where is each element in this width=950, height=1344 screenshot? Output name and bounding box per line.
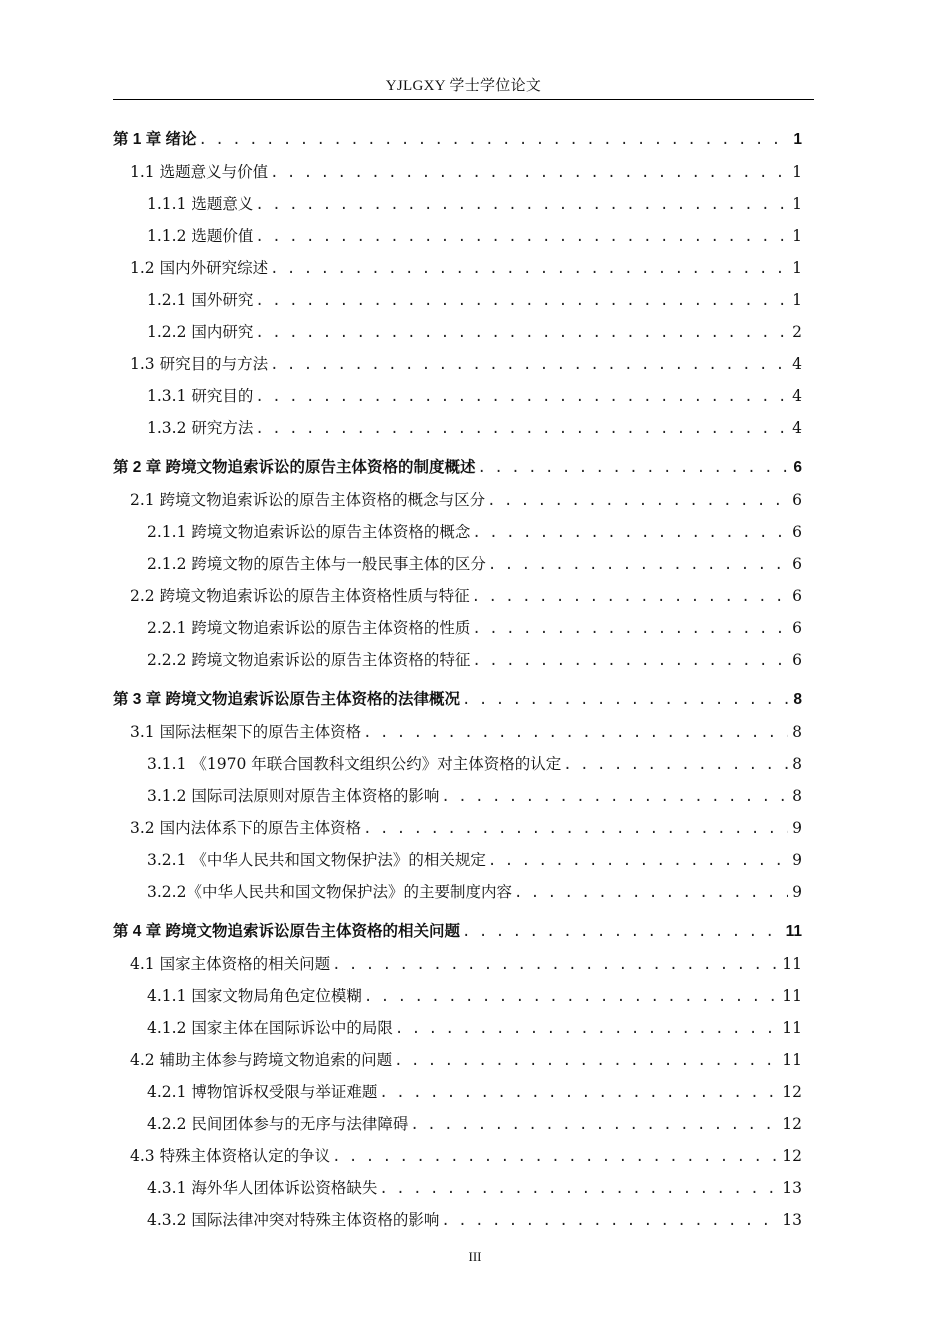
- dot-leader: [441, 781, 788, 813]
- toc-entry-title: 3.2.1 《中华人民共和国文物保护法》的相关规定: [147, 851, 486, 869]
- toc-entry-title: 4.1.1 国家文物局角色定位模糊: [147, 987, 362, 1005]
- toc-entry-page: 8: [793, 691, 802, 708]
- dot-leader: [255, 317, 788, 349]
- dot-leader: [255, 413, 788, 445]
- toc-entry-title: 2.2 跨境文物追索诉讼的原告主体资格性质与特征: [130, 587, 470, 605]
- toc-entry-title: 4.1 国家主体资格的相关问题: [130, 955, 331, 973]
- toc-entry-title: 1.2.2 国内研究: [147, 323, 254, 341]
- toc-subsection-entry[interactable]: [113, 188, 802, 220]
- page-header-title: YJLGXY 学士学位论文: [385, 78, 542, 94]
- toc-chapter-entry[interactable]: [113, 684, 802, 716]
- toc-entry-title: 1.1.1 选题意义: [147, 195, 254, 213]
- toc-entry-title: 4.3.1 海外华人团体诉讼资格缺失: [147, 1179, 378, 1197]
- header-divider: [113, 99, 814, 100]
- toc-entry-title: 4.2.2 民间团体参与的无序与法律障碍: [147, 1115, 409, 1133]
- toc-entry-title: 3.2 国内法体系下的原告主体资格: [130, 819, 362, 837]
- dot-leader: [270, 349, 788, 381]
- toc-entry-title: 第 4 章 跨境文物追索诉讼原告主体资格的相关问题: [113, 923, 461, 940]
- toc-subsection-entry[interactable]: [113, 380, 802, 412]
- dot-leader: [472, 645, 788, 677]
- toc-section-entry[interactable]: [113, 1044, 802, 1076]
- toc-entry-page: 9: [792, 819, 802, 837]
- toc-subsection-entry[interactable]: [113, 548, 802, 580]
- toc-entry-page: 13: [782, 1211, 802, 1229]
- toc-entry-title: 1.3 研究目的与方法: [130, 355, 269, 373]
- dot-leader: [395, 1013, 780, 1045]
- toc-subsection-entry[interactable]: [113, 1012, 802, 1044]
- dot-leader: [363, 813, 788, 845]
- dot-leader: [363, 717, 788, 749]
- toc-entry-page: 1: [792, 259, 802, 277]
- toc-entry-page: 1: [792, 291, 802, 309]
- toc-entry-page: 9: [792, 883, 802, 901]
- toc-entry-page: 12: [782, 1115, 802, 1133]
- dot-leader: [332, 1141, 780, 1173]
- dot-leader: [487, 485, 788, 517]
- toc-entry-title: 3.1.2 国际司法原则对原告主体资格的影响: [147, 787, 440, 805]
- toc-entry-title: 1.2.1 国外研究: [147, 291, 254, 309]
- toc-entry-page: 8: [792, 723, 802, 741]
- toc-subsection-entry[interactable]: [113, 1076, 802, 1108]
- toc-entry-title: 4.3 特殊主体资格认定的争议: [130, 1147, 331, 1165]
- toc-entry-page: 6: [792, 555, 802, 573]
- dot-leader: [270, 157, 788, 189]
- toc-entry-title: 第 1 章 绪论: [113, 131, 197, 148]
- toc-entry-title: 3.1 国际法框架下的原告主体资格: [130, 723, 362, 741]
- dot-leader: [514, 877, 788, 909]
- toc-subsection-entry[interactable]: [113, 748, 802, 780]
- dot-leader: [379, 1077, 780, 1109]
- dot-leader: [255, 381, 788, 413]
- toc-entry-title: 1.1 选题意义与价值: [130, 163, 269, 181]
- toc-entry-page: 11: [785, 923, 802, 940]
- toc-entry-page: 12: [782, 1147, 802, 1165]
- dot-leader: [379, 1173, 780, 1205]
- toc-section-entry[interactable]: [113, 484, 802, 516]
- toc-subsection-entry[interactable]: [113, 412, 802, 444]
- toc-entry-page: 4: [792, 387, 802, 405]
- toc-subsection-entry[interactable]: [113, 612, 802, 644]
- toc-entry-page: 9: [792, 851, 802, 869]
- toc-entry-page: 11: [782, 987, 802, 1005]
- toc-entry-title: 2.2.2 跨境文物追索诉讼的原告主体资格的特征: [147, 651, 471, 669]
- dot-leader: [410, 1109, 780, 1141]
- toc-entry-title: 3.2.2《中华人民共和国文物保护法》的主要制度内容: [147, 883, 512, 901]
- toc-subsection-entry[interactable]: [113, 780, 802, 812]
- toc-chapter-entry[interactable]: [113, 124, 802, 156]
- toc-entry-page: 6: [792, 523, 802, 541]
- toc-entry-title: 4.2.1 博物馆诉权受限与举证难题: [147, 1083, 378, 1101]
- toc-entry-page: 2: [792, 323, 802, 341]
- dot-leader: [478, 452, 788, 484]
- dot-leader: [255, 221, 788, 253]
- toc-entry-page: 1: [793, 131, 802, 148]
- toc-entry-page: 1: [792, 195, 802, 213]
- toc-entry-title: 2.1 跨境文物追索诉讼的原告主体资格的概念与区分: [130, 491, 486, 509]
- toc-subsection-entry[interactable]: [113, 644, 802, 676]
- toc-entry-title: 1.3.2 研究方法: [147, 419, 254, 437]
- toc-section-entry[interactable]: [113, 156, 802, 188]
- toc-section-entry[interactable]: [113, 716, 802, 748]
- toc-subsection-entry[interactable]: [113, 844, 802, 876]
- toc-entry-page: 6: [792, 619, 802, 637]
- toc-entry-title: 1.3.1 研究目的: [147, 387, 254, 405]
- toc-entry-page: 1: [792, 227, 802, 245]
- dot-leader: [462, 916, 784, 948]
- toc-subsection-entry[interactable]: [113, 1108, 802, 1140]
- toc-entry-title: 4.3.2 国际法律冲突对特殊主体资格的影响: [147, 1211, 440, 1229]
- toc-entry-page: 4: [792, 355, 802, 373]
- toc-entry-page: 6: [792, 587, 802, 605]
- toc-chapter-entry[interactable]: [113, 916, 802, 948]
- toc-entry-page: 6: [793, 459, 802, 476]
- toc-entry-page: 11: [782, 1051, 802, 1069]
- toc-section-entry[interactable]: [113, 948, 802, 980]
- dot-leader: [488, 845, 788, 877]
- dot-leader: [441, 1205, 780, 1237]
- dot-leader: [472, 517, 788, 549]
- toc-section-entry[interactable]: [113, 252, 802, 284]
- toc-subsection-entry[interactable]: [113, 220, 802, 252]
- toc-entry-title: 第 3 章 跨境文物追索诉讼原告主体资格的法律概况: [113, 691, 461, 708]
- dot-leader: [364, 981, 780, 1013]
- toc-entry-title: 2.2.1 跨境文物追索诉讼的原告主体资格的性质: [147, 619, 471, 637]
- dot-leader: [472, 581, 788, 613]
- toc-entry-page: 6: [792, 491, 802, 509]
- toc-entry-title: 4.2 辅助主体参与跨境文物追索的问题: [130, 1051, 393, 1069]
- toc-entry-page: 6: [792, 651, 802, 669]
- toc-entry-page: 4: [792, 419, 802, 437]
- dot-leader: [472, 613, 788, 645]
- dot-leader: [332, 949, 780, 981]
- toc-entry-page: 11: [782, 1019, 802, 1037]
- toc-entry-page: 12: [782, 1083, 802, 1101]
- toc-subsection-entry[interactable]: [113, 1204, 802, 1236]
- toc-subsection-entry[interactable]: [113, 284, 802, 316]
- toc-entry-page: 8: [792, 755, 802, 773]
- dot-leader: [488, 549, 788, 581]
- dot-leader: [462, 684, 788, 716]
- toc-section-entry[interactable]: [113, 812, 802, 844]
- toc-subsection-entry[interactable]: [113, 980, 802, 1012]
- toc-subsection-entry[interactable]: [113, 876, 802, 908]
- toc-entry-title: 2.1.2 跨境文物的原告主体与一般民事主体的区分: [147, 555, 486, 573]
- toc-entry-title: 1.2 国内外研究综述: [130, 259, 269, 277]
- dot-leader: [394, 1045, 780, 1077]
- dot-leader: [255, 285, 788, 317]
- dot-leader: [199, 124, 788, 156]
- table-of-contents: [113, 124, 802, 1236]
- toc-entry-title: 2.1.1 跨境文物追索诉讼的原告主体资格的概念: [147, 523, 471, 541]
- toc-entry-page: 11: [782, 955, 802, 973]
- page-number: III: [468, 1249, 482, 1264]
- toc-entry-page: 1: [792, 163, 802, 181]
- toc-chapter-entry[interactable]: [113, 452, 802, 484]
- toc-entry-page: 13: [782, 1179, 802, 1197]
- toc-section-entry[interactable]: [113, 580, 802, 612]
- toc-subsection-entry[interactable]: [113, 316, 802, 348]
- toc-entry-page: 8: [792, 787, 802, 805]
- toc-entry-title: 第 2 章 跨境文物追索诉讼的原告主体资格的制度概述: [113, 459, 476, 476]
- toc-subsection-entry[interactable]: [113, 1172, 802, 1204]
- toc-entry-title: 1.1.2 选题价值: [147, 227, 254, 245]
- dot-leader: [270, 253, 788, 285]
- toc-section-entry[interactable]: [113, 1140, 802, 1172]
- toc-entry-title: 3.1.1 《1970 年联合国教科文组织公约》对主体资格的认定: [147, 755, 562, 773]
- dot-leader: [255, 189, 788, 221]
- toc-section-entry[interactable]: [113, 348, 802, 380]
- dot-leader: [563, 749, 788, 781]
- toc-entry-title: 4.1.2 国家主体在国际诉讼中的局限: [147, 1019, 393, 1037]
- toc-subsection-entry[interactable]: [113, 516, 802, 548]
